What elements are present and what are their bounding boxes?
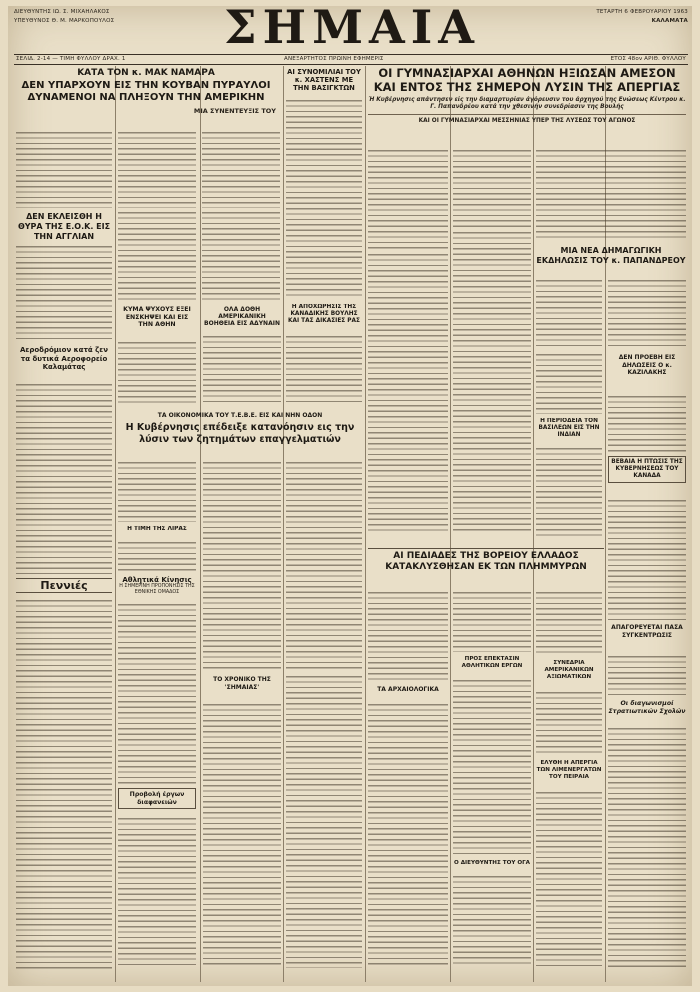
article-headline: ΑΙ ΠΕΔΙΑΔΕΣ ΤΗΣ ΒΟΡΕΙΟΥ ΕΛΛΑΔΟΣ ΚΑΤΑΚΛΥΣΘΗΣΑΝ ΕΚ ΤΩΝ ΠΛΗΜΜΥΡΩΝ	[368, 548, 604, 573]
article-body	[118, 462, 196, 522]
article-headline: ΣΥΝΕΔΡΙΑ ΑΜΕΡΙΚΑΝΙΚΩΝ ΑΞΙΩΜΑΤΙΚΩΝ	[544, 660, 594, 680]
article-headline: Προβολή έργων διαφανειών	[118, 788, 196, 809]
article-namara	[16, 68, 276, 130]
article-headline: ΔΕΝ ΥΠΑΡΧΟΥΝ ΕΙΣ ΤΗΝ ΚΟΥΒΑΝ ΠΥΡΑΥΛΟΙ ΔΥΝΑΜΕΝΟΙ ΝΑ ΠΛΗΞΟΥΝ ΤΗΝ ΑΜΕΡΙΚΗΝ	[21, 80, 271, 103]
article-body	[118, 212, 196, 302]
article-body	[368, 254, 448, 534]
article-proboli	[118, 788, 196, 814]
article-body	[453, 592, 531, 652]
article-body	[203, 704, 281, 968]
article-subhead: ΜΙΑ ΣΥΝΕΝΤΕΥΞΙΣ ΤΟΥ	[193, 107, 276, 115]
article-body	[203, 462, 281, 672]
article-headline: Η ΑΠΟΧΩΡΗΣΙΣ ΤΗΣ ΚΑΝΑΔΙΚΗΣ ΒΟΥΛΗΣ ΚΑΙ ΤΑΣ ΔΙΚΑΣΙΕΣ ΡΑΣ	[288, 304, 360, 324]
article-eok	[16, 212, 112, 342]
article-headline: ΤΟ ΧΡΟΝΙΚΟ ΤΗΣ 'ΣΗΜΑΙΑΣ'	[213, 676, 271, 691]
date-line: ΤΕΤΑΡΤΗ 6 ΦΕΒΡΟΥΑΡΙΟΥ 1963	[596, 9, 688, 15]
article-periodeia	[536, 418, 602, 446]
article-headline: Πεννιές	[16, 578, 112, 593]
article-headline: Η Κυβέρνησις επέδειξε κατανόησιν εις την λύσιν των ζητημάτων επαγγελματιών	[125, 422, 355, 445]
article-body	[286, 462, 362, 672]
article-body	[368, 592, 448, 682]
article-headline: ΤΑ ΑΡΧΑΙΟΛΟΓΙΚΑ	[377, 686, 439, 693]
article-body	[202, 212, 280, 302]
article-body	[536, 792, 602, 968]
article-body	[118, 132, 196, 208]
masthead-right	[518, 8, 688, 26]
article-headline: ΕΛΥΘΗ Η ΑΠΕΡΓΙΑ ΤΩΝ ΛΙΜΕΝΕΡΓΑΤΩΝ ΤΟΥ ΠΕΙΡΑΙΑ	[536, 760, 602, 780]
article-body	[118, 542, 196, 572]
article-body	[368, 150, 448, 250]
article-body	[118, 604, 196, 784]
column-rule	[115, 66, 116, 982]
article-body	[453, 150, 531, 228]
article-headline: ΔΕΝ ΠΡΟΕΒΗ ΕΙΣ ΔΗΛΩΣΕΙΣ Ο κ. ΚΑΖΙΛΑΚΗΣ	[618, 354, 676, 376]
article-headline: ΟΛΑ ΔΟΘΗ ΑΜΕΡΙΚΑΝΙΚΗ ΒΟΗΘΕΙΑ ΕΙΣ ΑΔΥΝΑΙΝ	[204, 306, 280, 327]
article-athletic	[118, 576, 196, 602]
article-body	[453, 876, 531, 968]
article-body	[202, 132, 280, 208]
column-rule	[200, 66, 201, 982]
article-body	[286, 676, 362, 968]
article-body	[203, 336, 281, 406]
article-apagorevetai	[608, 624, 686, 654]
article-subhead: Ή Κυβέρνησις απάντησεν είς την διαμαρτυρίαν άγόρευσιν του άρχηγού της Ενώσεως Κέντρου κ. Γ. Παπανδρέου κατά την χθεσινήν συνεδρίασιν της Βουλής	[368, 97, 686, 110]
director-line: ΔΙΕΥΘΥΝΤΗΣ ΙΩ. Σ. ΜΙΧΑΗΛΑΚΟΣ	[14, 9, 110, 15]
article-headline: ΑΠΑΓΟΡΕΥΕΤΑΙ ΠΑΣΑ ΣΥΓΚΕΝΤΡΩΣΙΣ	[611, 624, 683, 639]
article-kanada	[608, 456, 686, 496]
article-body	[368, 704, 448, 968]
article-subhead: Η ΣΗΜΕΡΙΝΗ ΠΡΟΠΟΝΗΣΙΣ ΤΗΣ ΕΘΝΙΚΗΣ ΟΜΑΔΟΣ	[119, 584, 195, 595]
article-body	[536, 150, 686, 242]
column-rule	[283, 66, 284, 982]
article-body	[608, 500, 686, 620]
article-lira	[118, 526, 196, 540]
article-papandreou	[536, 246, 686, 276]
article-doxi	[203, 306, 281, 336]
article-archaiologika	[368, 686, 448, 702]
article-headline: Η ΤΙΜΗ ΤΗΣ ΛΙΡΑΣ	[127, 526, 187, 532]
article-headline: ΒΕΒΑΙΑ Η ΠΤΩΣΙΣ ΤΗΣ ΚΥΒΕΡΝΗΣΕΩΣ ΤΟΥ ΚΑΝΑΔΑ	[608, 456, 686, 483]
article-headline: Αθλητικά Κίνησις	[122, 576, 192, 584]
divider	[368, 114, 686, 115]
article-ogaz	[453, 860, 531, 874]
issue-line: ΕΤΟΣ 48ον ΑΡΙΘ. ΦΥΛΛΟΥ	[610, 56, 686, 62]
masthead-left	[14, 8, 204, 26]
article-body	[286, 100, 362, 300]
article-hastes	[286, 68, 362, 98]
article-subhead-2: ΚΑΙ ΟΙ ΓΥΜΝΑΣΙΑΡΧΑΙ ΜΕΣΣΗΝΙΑΣ ΥΠΕΡ ΤΗΣ ΛΥΣΕΩΣ ΤΟΥ ΑΓΩΝΟΣ	[418, 118, 636, 124]
article-body	[16, 132, 112, 208]
article-body	[16, 384, 112, 574]
article-body	[118, 818, 196, 968]
article-body	[608, 656, 686, 696]
article-headline: ΜΙΑ ΝΕΑ ΔΗΜΑΓΩΓΙΚΗ ΕΚΔΗΛΩΣΙΣ ΤΟΥ κ. ΠΑΠΑΝΔΡΕΟΥ	[536, 246, 686, 265]
article-body	[608, 396, 686, 452]
article-body	[536, 448, 602, 538]
article-body	[536, 354, 602, 414]
article-headline: Ο ΔΙΕΥΘΥΝΤΗΣ ΤΟΥ ΟΓΑ	[454, 860, 530, 866]
article-kazantzakis	[608, 354, 686, 394]
article-vorios	[368, 548, 604, 588]
article-body	[16, 600, 112, 970]
column-rule	[533, 66, 534, 982]
price-line: ΣΕΛΙΔ. 2-14 — ΤΙΜΗ ΦΥΛΛΟΥ ΔΡΑΧ. 1	[16, 56, 126, 62]
article-apergia	[536, 760, 602, 790]
article-body	[536, 592, 602, 656]
city-line: ΚΑΛΑΜΑΤΑ	[651, 18, 688, 24]
article-stratiotikoi	[608, 700, 686, 726]
article-headline: Αεροδρόμιον κατά ζεν τα δυτικά Αεροφορείο Καλαμάτας	[20, 346, 108, 371]
article-airport	[16, 346, 112, 382]
article-body	[453, 232, 531, 532]
article-kicker: ΤΑ ΟΙΚΟΝΟΜΙΚΑ ΤΟΥ Τ.Ε.Β.Ε. ΕΙΣ ΚΑΙ ΝΗΝ ΟΔΟΝ	[157, 412, 323, 419]
tagline: ΑΝΕΞΑΡΤΗΤΟΣ ΠΡΩΙΝΗ ΕΦΗΜΕΡΙΣ	[284, 56, 384, 62]
editor-line: ΥΠΕΥΘΥΝΟΣ Θ. Μ. ΜΑΡΚΟΠΟΥΛΟΣ	[14, 18, 115, 24]
masthead-strip	[14, 54, 688, 65]
masthead-title: ΣΗΜΑΙΑ	[224, 0, 480, 54]
article-headline: Η ΠΕΡΙΟΔΕΙΑ ΤΟΝ ΒΑΣΙΛΕΩΝ ΕΙΣ ΤΗΝ ΙΝΔΙΑΝ	[538, 418, 600, 438]
column-rule	[365, 66, 366, 982]
article-headline: ΚΥΜΑ ΨΥΧΟΥΣ ΕΞΕΙ ΕΝΣΚΗΨΕΙ ΚΑΙ ΕΙΣ ΤΗΝ ΑΘΗΝ	[123, 306, 191, 328]
article-teve	[118, 412, 362, 460]
article-headline: ΠΡΟΣ ΕΠΕΚΤΑΣΙΝ ΑΘΛΗΤΙΚΩΝ ΕΡΓΩΝ	[461, 656, 523, 669]
article-body	[536, 280, 602, 350]
article-body	[536, 692, 602, 756]
article-body	[608, 280, 686, 350]
article-kicker: ΚΑΤΑ ΤΟΝ κ. ΜΑΚ ΝΑΜΑΡΑ	[77, 68, 215, 78]
article-vouli	[286, 304, 362, 334]
article-headline: ΟΙ ΓΥΜΝΑΣΙΑΡΧΑΙ ΑΘΗΝΩΝ ΗΞΙΩΣΑΝ ΑΜΕΣΟΝ ΚΑΙ ΕΝΤΟΣ ΤΗΣ ΣΗΜΕΡΟΝ ΛΥΣΙΝ ΤΗΣ ΑΠΕΡΓΙΑΣ	[373, 66, 681, 94]
article-headline: ΔΕΝ ΕΚΛΕΙΣΘΗ Η ΘΥΡΑ ΤΗΣ Ε.Ο.Κ. ΕΙΣ ΤΗΝ ΑΓΓΛΙΑΝ	[17, 212, 111, 241]
article-headline: Οι διαγωνισμοί Στρατιωτικών Σχολών	[608, 700, 686, 715]
article-gymnasiarchs	[368, 66, 686, 148]
article-body	[118, 342, 196, 406]
column-rule	[450, 66, 451, 982]
article-epiktasis	[453, 656, 531, 678]
article-chroniko	[203, 676, 281, 702]
article-cold	[118, 306, 196, 340]
article-amerikanikoi	[536, 660, 602, 690]
article-body	[608, 728, 686, 968]
article-body	[453, 680, 531, 856]
article-body	[286, 336, 362, 406]
article-penies	[16, 578, 112, 598]
article-headline: ΑΙ ΣΥΝΟΜΙΛΙΑΙ ΤΟΥ κ. ΧΑΣΤΕΝΣ ΜΕ ΤΗΝ ΒΑΣΙΓΚΤΩΝ	[287, 68, 361, 92]
